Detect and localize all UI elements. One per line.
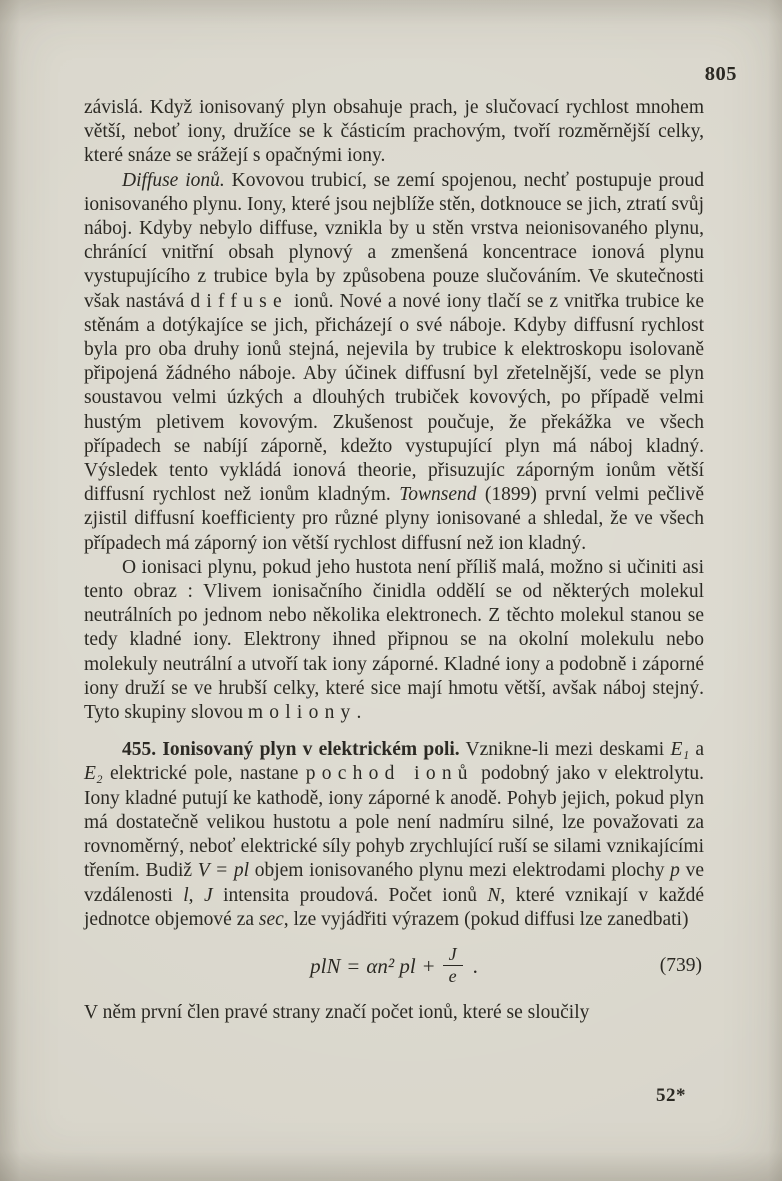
text-run: Kovovou trubicí, se zemí spojenou, nechť postupuje proud ionisovaného plynu. Iony, které jsou nejblíže stěn, dotknouce se jich, ztratí svůj náboj. Kdyby nebylo diffuse, vznikla by u stěn vrstva neionisovaného plynu, chránící vnitřní obsah plynový a zmenšená koncentrace ionová plynu vystupujícího z trubice byla by způsobena pouze slučováním. Ve skutečnosti však nastává <box>84 169 704 312</box>
paragraph-section-455 <box>84 738 704 932</box>
equation-period: . <box>472 953 478 978</box>
equation-739 <box>84 945 704 987</box>
text-run: ionů. Nové a nové iony tlačí se z vnitřka trubice ke stěnám a dotýkajíce se jich, přicházejí o své náboje. Kdyby diffusní rychlost byla pro oba druhy ionů stejná, nejevila by trubice k elektroskopu isolovaně připojená žádného náboje. Aby účinek diffusní byl zřetelnější, vede se plyn soustavou velmi úzkých a dlouhých trubiček kovových, po případě velmi hustým pletivem kovovým. Zkušenost poučuje, že překážka ve všech případech se nabíjí záporně, kdežto vystupující plyn má náboj kladný. Výsledek tento vykládá ionová theorie, přisuzujíc záporným ionům větší diffusní rychlost než ionům kladným. <box>84 290 705 506</box>
text-run: elektrické pole, nastane <box>102 763 306 785</box>
text-run: , lze vyjádřiti výrazem (pokud diffusi lze zanedbati) <box>283 908 689 930</box>
text-run: J <box>203 884 213 906</box>
equation-term1: αn² pl <box>366 953 416 978</box>
text-run: E₂ <box>84 763 103 785</box>
text-run: V = pl <box>197 860 250 882</box>
text-run: pochod ionů <box>305 763 474 785</box>
paragraph-after-equation <box>84 1001 704 1025</box>
equals-sign: = <box>347 953 360 978</box>
fraction-denominator: e <box>448 966 457 987</box>
page-number: 805 <box>704 63 737 85</box>
text-run: . <box>356 702 362 724</box>
text-run: podobný jako v elektrolytu. Iony kladné putují ke kathodě, iony záporné k anodě. Pohyb jejich, pokud plyn má dostatečně velikou hustotu a pole není nadmíru silné, lze považovati za rovnoměrný, neboť elektrické síly pohyb zrychlující ruší se silami vznikajícími třením. Budiž <box>84 763 704 882</box>
fraction-j-over-e <box>443 945 463 987</box>
text-run: (1899) první velmi pečlivě zjistil diffusní koefficienty pro různé plyny ionisované a shledal, že ve všech případech má záporný ion větší rychlost diffusní než ion kladný. <box>84 484 704 554</box>
text-run: p <box>670 860 680 882</box>
text-run: O ionisaci plynu, pokud jeho hustota není příliš malá, možno si učiniti asi tento obraz : Vlivem ionisačního činidla oddělí se od některých molekul neutrálních po jednom nebo několika elektronech. Z těchto molekul stanou se tedy kladné iony. Elektrony ihned připnou se na okolní molekulu nebo molekuly neutrální a utvoří tak iony záporné. Kladné iony a podobně i záporné iony druží se ve hrubší celky, které sice mají hmotu větší, avšak náboj stejný. Tyto skupiny slovou <box>84 556 704 724</box>
plus-sign: + <box>422 953 435 978</box>
fraction-numerator: J <box>443 945 463 966</box>
paragraph-continuation <box>84 96 704 169</box>
text-run: V něm první člen pravé strany značí počet ionů, které se sloučily <box>84 1001 590 1023</box>
text-run: Vznikne-li mezi deskami <box>459 739 671 761</box>
text-run: 455. Ionisovaný plyn v elektrickém poli. <box>122 739 460 761</box>
paragraph-ionisace-obraz <box>84 556 704 725</box>
equation-lhs: plN <box>310 953 341 978</box>
text-block <box>84 96 704 1025</box>
text-run: a <box>689 739 705 761</box>
text-run: závislá. Když ionisovaný plyn obsahuje prach, je slučovací rychlost mnohem větší, neboť iony, družíce se k částicím prachovým, tvoří rozměrnější celky, které snáze se srážejí s opačnými iony. <box>84 97 704 167</box>
text-run: Townsend <box>399 484 477 506</box>
text-run: l <box>183 884 189 906</box>
text-run: diffuse <box>190 290 288 312</box>
text-run: , <box>188 884 204 906</box>
text-run: ve vzdálenosti <box>84 860 704 906</box>
paragraph-diffuse-ionu <box>84 169 704 556</box>
signature-mark: 52* <box>656 1085 686 1106</box>
text-run: N <box>487 884 501 906</box>
text-run: Diffuse ionů. <box>122 169 225 191</box>
equation-number: (739) <box>659 954 702 976</box>
text-run: sec <box>258 908 284 930</box>
text-run: objem ionisovaného plynu mezi elektrodami plochy <box>249 860 671 882</box>
text-run: moliony <box>247 702 357 724</box>
text-run: E₁ <box>670 739 690 761</box>
text-run: intensita proudová. Počet ionů <box>212 884 488 906</box>
text-run: , které vznikají v každé jednotce objemové za <box>84 884 705 930</box>
equation-body <box>310 945 478 987</box>
